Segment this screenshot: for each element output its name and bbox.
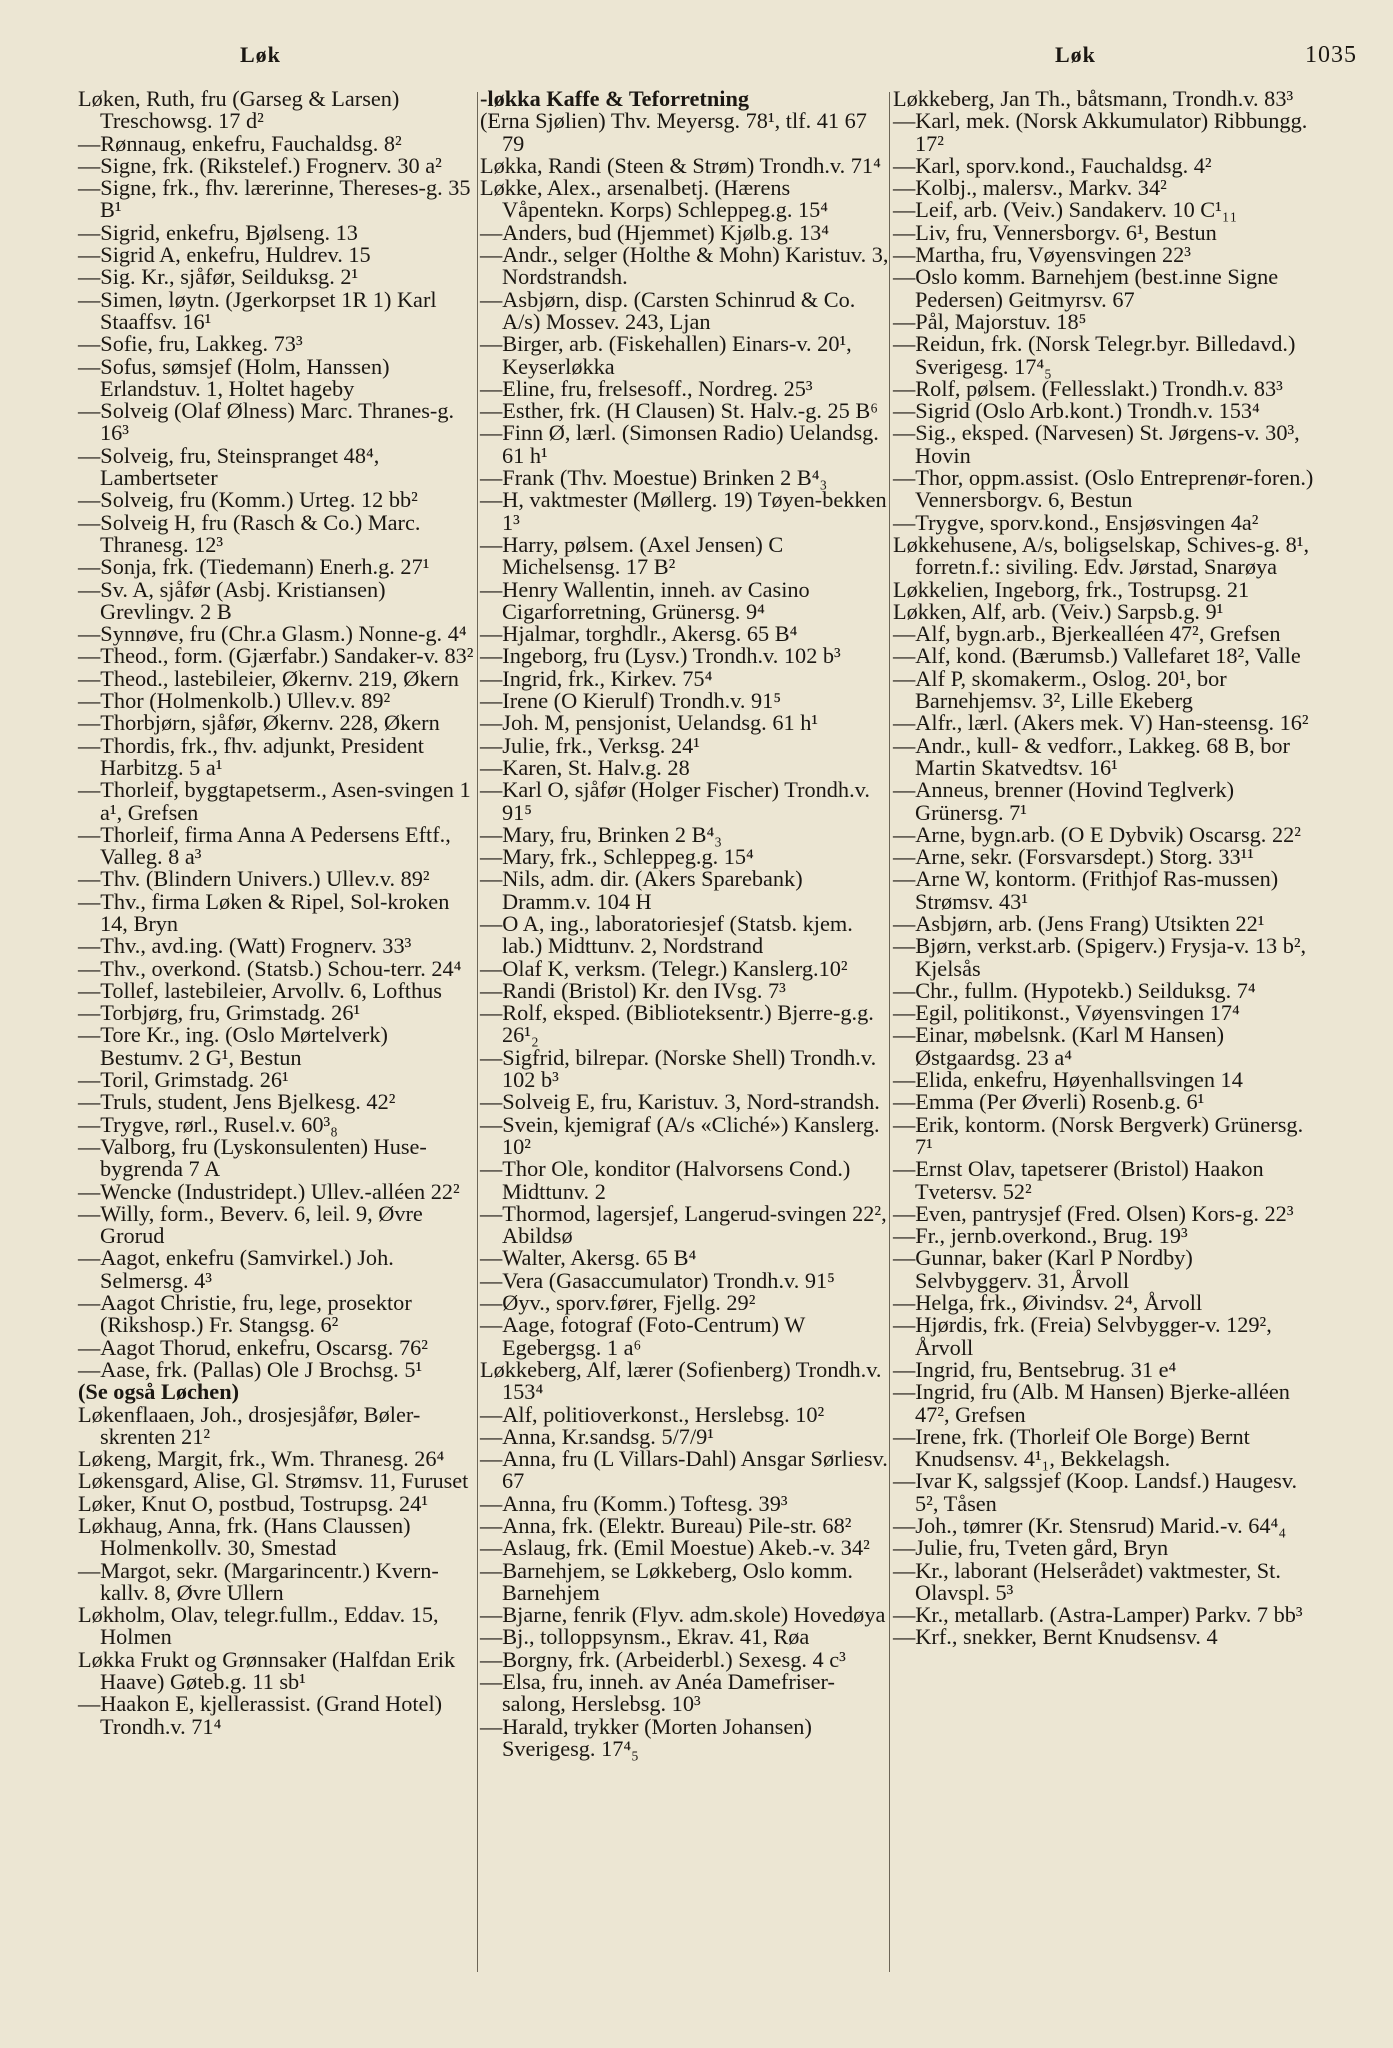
directory-entry: —Birger, arb. (Fiskehallen) Einars-v. 20¹, Keyserløkka [480,331,852,379]
directory-entry: —Solveig E, fru, Karistuv. 3, Nord-strandsh. [480,1089,880,1115]
directory-entry: —Joh. M, pensjonist, Uelandsg. 61 h¹ [480,710,819,736]
directory-entry: —Alf, kond. (Bærumsb.) Vallefaret 18², Valle [893,643,1301,669]
directory-entry: —Alf P, skomakerm., Oslog. 20¹, bor Barnehjemsv. 3², Lille Ekeberg [893,665,1227,714]
directory-entry: —Karl, mek. (Norsk Akkumulator) Ribbungg. 17² [893,108,1308,156]
directory-entry: —Thorleif, firma Anna A Pedersens Eftf., Valleg. 8 a³ [78,821,451,870]
directory-entry: —Anna, Kr.sandsg. 5/7/9¹ [480,1423,714,1449]
directory-entry: —Aslaug, frk. (Emil Moestue) Akeb.-v. 34² [480,1535,870,1561]
directory-entry: —Sofus, sømsjef (Holm, Hanssen) Erlandstuv. 1, Holtet hageby [78,353,390,401]
directory-entry: —Andr., kull- & vedforr., Lakkeg. 68 B, bor Martin Skatvedtsv. 16¹ [893,732,1290,780]
directory-entry: —Kr., laborant (Helserådet) vaktmester, St. Olavspl. 5³ [893,1557,1281,1605]
directory-entry: —Haakon E, kjellerassist. (Grand Hotel) Trondh.v. 71⁴ [78,1691,443,1739]
directory-entry: —Theod., lastebileier, Økernv. 219, Økern [78,665,459,691]
directory-entry: —Finn Ø, lærl. (Simonsen Radio) Uelandsg. 61 h¹ [480,420,879,468]
directory-entry: Løkkelien, Ingeborg, frk., Tostrupsg. 21 [893,576,1250,602]
directory-entry: —Ingeborg, fru (Lysv.) Trondh.v. 102 b³ [480,643,841,669]
directory-entry: —Asbjørn, disp. (Carsten Schinrud & Co. A/s) Mossev. 243, Ljan [480,286,856,334]
directory-entry: —Thor, oppm.assist. (Oslo Entreprenør-foren.) Vennersborgv. 6, Bestun [893,465,1314,513]
directory-entry: —Arne, sekr. (Forsvarsdept.) Storg. 33¹¹ [893,844,1254,870]
directory-entry: —Elsa, fru, inneh. av Anéa Damefriser-salong, Herslebsg. 10³ [480,1669,835,1717]
directory-entry: —Valborg, fru (Lyskonsulenten) Huse-bygrenda 7 A [78,1133,427,1182]
directory-entry: —Egil, politikonst., Vøyensvingen 17⁴ [893,1000,1240,1026]
directory-entry: —Aagot Christie, fru, lege, prosektor (Rikshosp.) Fr. Stangsg. 6² [78,1290,412,1338]
directory-entry: —Krf., snekker, Bernt Knudsensv. 4 [893,1624,1218,1650]
directory-entry: —Synnøve, fru (Chr.a Glasm.) Nonne-g. 4⁴ [78,621,467,647]
directory-entry: —Theod., form. (Gjærfabr.) Sandaker-v. 83² [78,643,474,669]
directory-entry: —Trygve, rørl., Rusel.v. 60³₈ [78,1111,338,1137]
directory-entry: —Anna, fru (L Villars-Dahl) Ansgar Sørliesv. 67 [480,1446,888,1494]
directory-entry: —Aagot, enkefru (Samvirkel.) Joh. Selmersg. 4³ [78,1245,394,1293]
directory-entry: —H, vaktmester (Møllerg. 19) Tøyen-bekken 1³ [480,487,887,535]
directory-entry: —Thorleif, byggtapetserm., Asen-svingen 1 a¹, Grefsen [78,777,471,825]
directory-entry: —Arne W, kontorm. (Frithjof Ras-mussen) Strømsv. 43¹ [893,866,1279,914]
directory-entry: —Aase, frk. (Pallas) Ole J Brochsg. 5¹ [78,1356,423,1382]
directory-entry: —Ivar K, salgssjef (Koop. Landsf.) Haugesv. 5², Tåsen [893,1468,1298,1516]
page-number: 1035 [1305,42,1357,68]
directory-entry: —Ingrid, fru, Bentsebrug. 31 e⁴ [893,1356,1177,1382]
directory-entry: —Karl O, sjåfør (Holger Fischer) Trondh.v. 91⁵ [480,777,870,825]
directory-entry: —Truls, student, Jens Bjelkesg. 42² [78,1089,396,1115]
directory-entry: Løkhaug, Anna, frk. (Hans Claussen) Holmenkollv. 30, Smestad [78,1513,411,1561]
running-head-left: Løk [240,42,281,67]
directory-entry: —Sigfrid, bilrepar. (Norske Shell) Trondh.v. 102 b³ [480,1044,877,1093]
directory-entry: —Elida, enkefru, Høyenhallsvingen 14 [893,1067,1243,1093]
directory-entry: —Aage, fotograf (Foto-Centrum) W Egebergsg. 1 a⁶ [480,1312,805,1360]
directory-entry: —Rolf, eksped. (Biblioteksentr.) Bjerre-g.g. 26¹₂ [480,1000,874,1048]
directory-entry: —Arne, bygn.arb. (O E Dybvik) Oscarsg. 22² [893,821,1301,847]
directory-entry: Løkke, Alex., arsenalbetj. (Hærens Våpentekn. Korps) Schleppeg.g. 15⁴ [480,175,829,223]
directory-entry: —Trygve, sporv.kond., Ensjøsvingen 4a² [893,509,1259,535]
directory-entry: —Alf, politioverkonst., Herslebsg. 10² [480,1401,825,1427]
directory-entry: Løkka, Randi (Steen & Strøm) Trondh.v. 71⁴ [480,152,881,178]
directory-entry: Løken, Ruth, fru (Garseg & Larsen) Treschowsg. 17 d² [78,86,400,134]
directory-entry: —Gunnar, baker (Karl P Nordby) Selvbyggerv. 31, Årvoll [893,1245,1193,1293]
directory-entry: —Erik, kontorm. (Norsk Bergverk) Grünersg. 7¹ [893,1111,1304,1159]
directory-entry: —Oslo komm. Barnehjem (best.inne Signe Pedersen) Geitmyrsv. 67 [893,264,1279,312]
directory-entry: —Solveig (Olaf Ølness) Marc. Thranes-g. 16³ [78,398,455,446]
directory-entry: —Bjørn, verkst.arb. (Spigerv.) Frysja-v. 13 b², Kjelsås [893,933,1307,981]
directory-entry: —Hjørdis, frk. (Freia) Selvbygger-v. 129², Årvoll [893,1312,1272,1360]
directory-entry: —Randi (Bristol) Kr. den IVsg. 7³ [480,977,786,1003]
directory-entry: —Solveig, fru, Steinspranget 48⁴, Lambertseter [78,442,380,491]
directory-entry: —Ernst Olav, tapetserer (Bristol) Haakon Tvetersv. 52² [893,1156,1264,1204]
directory-entry: —Vera (Gasaccumulator) Trondh.v. 91⁵ [480,1267,835,1293]
directory-entry: -løkka Kaffe & Teforretning [480,86,749,111]
directory-entry: —Helga, frk., Øivindsv. 2⁴, Årvoll [893,1290,1203,1316]
directory-entry: —Thv., avd.ing. (Watt) Frognerv. 33³ [78,933,412,959]
directory-entry: —Olaf K, verksm. (Telegr.) Kanslerg.10² [480,955,848,981]
directory-entry: —Thorbjørn, sjåfør, Økernv. 228, Økern [78,710,440,736]
directory-entry: —Anneus, brenner (Hovind Teglverk) Grünersg. 7¹ [893,777,1235,825]
directory-entry: —Einar, møbelsnk. (Karl M Hansen) Østgaardsg. 23 a⁴ [893,1022,1225,1070]
directory-entry: —Margot, sekr. (Margarincentr.) Kvern-kallv. 8, Øvre Ullern [78,1557,439,1605]
directory-entry: —Irene, frk. (Thorleif Ole Borge) Bernt Knudsensv. 4¹₁, Bekkelagsh. [893,1423,1250,1472]
directory-entry: —Julie, frk., Verksg. 24¹ [480,732,700,758]
directory-entry: —Liv, fru, Vennersborgv. 6¹, Bestun [893,219,1217,245]
directory-entry: —Thv., firma Løken & Ripel, Sol-kroken 14, Bryn [78,888,450,936]
directory-entry: —Karl, sporv.kond., Fauchaldsg. 4² [893,152,1212,178]
directory-entry: —Thormod, lagersjef, Langerud-svingen 22², Abildsø [480,1200,887,1249]
directory-entry: —Ingrid, frk., Kirkev. 75⁴ [480,665,713,691]
directory-entry: —Signe, frk., fhv. lærerinne, Thereses-g. 35 B¹ [78,175,471,223]
directory-entry: —Tore Kr., ing. (Oslo Mørtelverk) Bestumv. 2 G¹, Bestun [78,1022,388,1070]
directory-column-3 [893,88,1315,1649]
directory-entry: —Kr., metallarb. (Astra-Lamper) Parkv. 7 bb³ [893,1602,1303,1628]
directory-entry: Løkken, Alf, arb. (Veiv.) Sarpsb.g. 9¹ [893,598,1224,624]
directory-entry: —Solveig, fru (Komm.) Urteg. 12 bb² [78,487,418,513]
directory-entry: —Anna, fru (Komm.) Toftesg. 39³ [480,1490,788,1516]
directory-entry: —Sigrid A, enkefru, Huldrev. 15 [78,242,371,268]
directory-entry: —Julie, fru, Tveten gård, Bryn [893,1535,1169,1561]
directory-entry: —Reidun, frk. (Norsk Telegr.byr. Billedavd.) Sverigesg. 17⁴₅ [893,331,1296,379]
directory-entry: —Sv. A, sjåfør (Asbj. Kristiansen) Grevlingv. 2 B [78,576,386,624]
directory-entry: Løker, Knut O, postbud, Tostrupsg. 24¹ [78,1490,429,1516]
directory-entry: —Mary, frk., Schleppeg.g. 15⁴ [480,844,754,870]
directory-entry: —Sig., eksped. (Narvesen) St. Jørgens-v. 30³, Hovin [893,420,1300,468]
directory-entry: —Walter, Akersg. 65 B⁴ [480,1245,697,1271]
directory-entry: —Thor (Holmenkolb.) Ullev.v. 89² [78,688,391,714]
directory-entry: —Sofie, fru, Lakkeg. 73³ [78,331,303,357]
directory-entry: —Torbjørg, fru, Grimstadg. 26¹ [78,1000,361,1026]
directory-entry: —Frank (Thv. Moestue) Brinken 2 B⁴₃ [480,465,828,491]
directory-entry: —Chr., fullm. (Hypotekb.) Seilduksg. 7⁴ [893,977,1256,1003]
directory-entry: —Andr., selger (Holthe & Mohn) Karistuv. 3, Nordstrandsh. [480,242,889,290]
directory-entry: —Alfr., lærl. (Akers mek. V) Han-steensg. 16² [893,710,1309,736]
directory-entry: —Bj., tolloppsynsm., Ekrav. 41, Røa [480,1624,810,1650]
directory-entry: —O A, ing., laboratoriesjef (Statsb. kjem. lab.) Midttunv. 2, Nordstrand [480,910,853,959]
directory-entry: —Simen, løytn. (Jgerkorpset 1R 1) Karl Staaffsv. 16¹ [78,286,437,334]
directory-entry: Løkkehusene, A/s, boligselskap, Schives-g. 8¹, forretn.f.: siviling. Edv. Jørstad, Snarøya [893,531,1310,580]
directory-entry: —Alf, bygn.arb., Bjerkealléen 47², Grefsen [893,621,1281,647]
directory-entry: —Esther, frk. (H Clausen) St. Halv.-g. 25 B⁶ [480,398,879,424]
directory-entry: —Joh., tømrer (Kr. Stensrud) Marid.-v. 64⁴₄ [893,1513,1287,1538]
directory-entry: —Barnehjem, se Løkkeberg, Oslo komm. Barnehjem [480,1557,853,1605]
directory-entry: —Toril, Grimstadg. 26¹ [78,1067,289,1093]
directory-entry: —Borgny, frk. (Arbeiderbl.) Sexesg. 4 c³ [480,1646,846,1672]
running-head-right: Løk [1055,42,1096,67]
directory-entry: Løkkeberg, Alf, lærer (Sofienberg) Trondh.v. 153⁴ [480,1356,882,1405]
directory-entry: —Thor Ole, konditor (Halvorsens Cond.) Midttunv. 2 [480,1156,851,1204]
directory-entry: —Pål, Majorstuv. 18⁵ [893,308,1087,334]
directory-entry: —Aagot Thorud, enkefru, Oscarsg. 76² [78,1334,428,1360]
directory-entry: —Hjalmar, torghdlr., Akersg. 65 B⁴ [480,621,798,647]
directory-entry: —Eline, fru, frelsesoff., Nordreg. 25³ [480,375,813,401]
directory-entry: —Rønnaug, enkefru, Fauchaldsg. 8² [78,130,402,156]
directory-entry: —Rolf, pølsem. (Fellesslakt.) Trondh.v. 83³ [893,375,1283,401]
directory-entry: —Asbjørn, arb. (Jens Frang) Utsikten 22¹ [893,910,1265,936]
directory-column-1 [78,88,474,1738]
directory-entry: —Solveig H, fru (Rasch & Co.) Marc. Thranesg. 12³ [78,509,421,557]
directory-entry: —Øyv., sporv.fører, Fjellg. 29² [480,1290,756,1316]
directory-entry: —Thordis, frk., fhv. adjunkt, President Harbitzg. 5 a¹ [78,732,424,780]
directory-entry: Løkenflaaen, Joh., drosjesjåfør, Bøler-skrenten 21² [78,1401,421,1449]
directory-entry: —Martha, fru, Vøyensvingen 22³ [893,242,1191,268]
directory-entry: —Willy, form., Beverv. 6, leil. 9, Øvre Grorud [78,1200,423,1249]
directory-entry: —Anders, bud (Hjemmet) Kjølb.g. 13⁴ [480,219,829,245]
directory-entry: —Signe, frk. (Rikstelef.) Frognerv. 30 a² [78,152,442,178]
directory-entry: —Sig. Kr., sjåfør, Seilduksg. 2¹ [78,264,359,290]
directory-entry: —Irene (O Kierulf) Trondh.v. 91⁵ [480,688,782,714]
directory-entry: (Se også Løchen) [78,1379,240,1405]
directory-entry: —Svein, kjemigraf (A/s «Cliché») Kanslerg. 10² [480,1111,880,1159]
directory-entry: Løkholm, Olav, telegr.fullm., Eddav. 15, Holmen [78,1602,439,1650]
directory-entry: —Thv. (Blindern Univers.) Ullev.v. 89² [78,866,430,892]
directory-entry: —Sigrid (Oslo Arb.kont.) Trondh.v. 153⁴ [893,398,1260,424]
directory-entry: —Karen, St. Halv.g. 28 [480,754,690,780]
directory-entry: —Sigrid, enkefru, Bjølseng. 13 [78,219,358,245]
directory-entry: Løkeng, Margit, frk., Wm. Thranesg. 26⁴ [78,1446,445,1472]
directory-entry: —Tollef, lastebileier, Arvollv. 6, Lofthus [78,977,442,1003]
directory-entry: —Leif, arb. (Veiv.) Sandakerv. 10 C¹₁₁ [893,197,1238,223]
directory-entry: —Wencke (Industridept.) Ullev.-alléen 22² [78,1178,460,1204]
directory-entry: —Even, pantrysjef (Fred. Olsen) Kors-g. 22³ [893,1200,1294,1226]
directory-entry: —Bjarne, fenrik (Flyv. adm.skole) Hovedøya [480,1602,886,1628]
directory-entry: —Sonja, frk. (Tiedemann) Enerh.g. 27¹ [78,554,430,580]
directory-entry: —Kolbj., malersv., Markv. 34² [893,175,1167,201]
directory-entry: —Thv., overkond. (Statsb.) Schou-terr. 24⁴ [78,955,462,981]
directory-entry: —Harald, trykker (Morten Johansen) Sverigesg. 17⁴₅ [480,1713,812,1761]
column-divider [477,92,478,1972]
directory-entry: —Mary, fru, Brinken 2 B⁴₃ [480,821,722,847]
directory-entry: —Harry, pølsem. (Axel Jensen) C Michelsensg. 17 B² [480,531,784,580]
directory-entry: —Fr., jernb.overkond., Brug. 19³ [893,1223,1188,1249]
directory-entry: —Anna, frk. (Elektr. Bureau) Pile-str. 68² [480,1513,852,1538]
directory-entry: —Henry Wallentin, inneh. av Casino Cigarforretning, Grünersg. 9⁴ [480,576,810,624]
directory-column-2 [480,88,890,1760]
directory-entry: (Erna Sjølien) Thv. Meyersg. 78¹, tlf. 41 67 79 [480,108,867,156]
directory-entry: —Ingrid, fru (Alb. M Hansen) Bjerke-alléen 47², Grefsen [893,1379,1290,1427]
directory-entry: Løkensgard, Alise, Gl. Strømsv. 11, Furuset [78,1468,469,1494]
directory-entry: —Nils, adm. dir. (Akers Sparebank) Dramm.v. 104 H [480,866,803,914]
directory-entry: Løkkeberg, Jan Th., båtsmann, Trondh.v. 83³ [893,86,1294,111]
directory-entry: —Emma (Per Øverli) Rosenb.g. 6¹ [893,1089,1205,1115]
directory-entry: Løkka Frukt og Grønnsaker (Halfdan Erik Haave) Gøteb.g. 11 sb¹ [78,1646,456,1695]
